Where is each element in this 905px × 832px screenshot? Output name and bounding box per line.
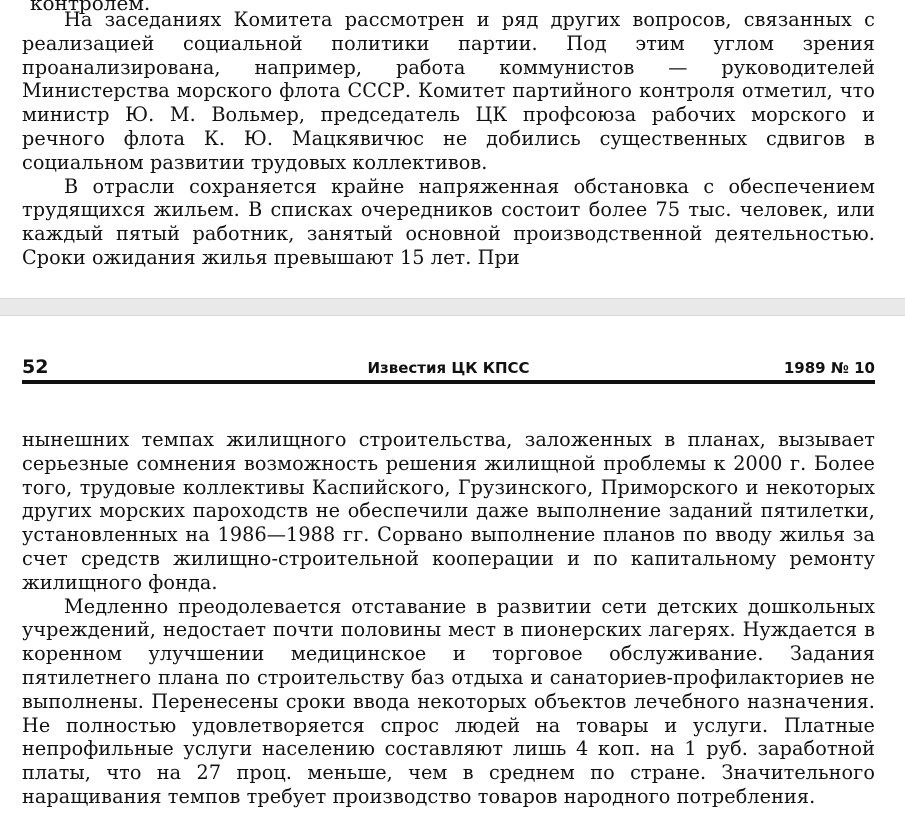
header-rule	[22, 380, 875, 384]
running-header	[22, 356, 875, 380]
page-number: 52	[22, 356, 49, 378]
cut-off-text-line	[0, 0, 905, 15]
bottom-page-text	[22, 428, 875, 809]
journal-title: Известия ЦК КПСС	[367, 359, 530, 377]
paragraph: В отрасли сохраняется крайне напряженная обстановка с обеспечением трудящихся жильем. В списках очередников состоит более 75 тыс. человек, или каждый пятый работник, занятый основной производственной деятельностью. Сроки ожидания жилья превышают 15 лет. При	[22, 174, 875, 269]
issue-number: 1989 № 10	[783, 359, 875, 377]
paragraph: Медленно преодолевается отставание в развитии сети детских дошкольных учреждений, недостает почти половины мест в пионерских лагерях. Нуждается в коренном улучшении медицинское и торговое обслуживание. Задания пятилетнего плана по строительству баз отдыха и санаториев-профилакториев не выполнены. Перенесены сроки ввода некоторых объектов лечебного назначения. Не полностью удовлетворяется спрос людей на товары и услуги. Платные непрофильные услуги населению составляют лишь 4 коп. на 1 руб. заработной платы, что на 27 проц. меньше, чем в среднем по стране. Значительного наращивания темпов требует производство товаров народного потребления.	[22, 594, 875, 808]
paragraph: нынешних темпах жилищного строительства, заложенных в планах, вызывает серьезные сомнения возможность решения жилищной проблемы к 2000 г. Более того, трудовые коллективы Каспийского, Грузинского, Приморского и некоторых других морских пароходств не обеспечили даже выполнение заданий пятилетки, установленных на 1986—1988 гг. Сорвано выполнение планов по вводу жилья за счет средств жилищно-строительной кооперации и по капитальному ремонту жилищного фонда.	[22, 428, 875, 594]
paragraph: На заседаниях Комитета рассмотрен и ряд других вопросов, связанных с реализацией социальной политики партии. Под этим углом зрения проанализирована, например, работа коммунистов — руководителей Министерства морского флота СССР. Комитет партийного контроля отметил, что министр Ю. М. Вольмер, председатель ЦК профсоюза рабочих морского и речного флота К. Ю. Мацкявичюс не добились существенных сдвигов в социальном развитии трудовых коллективов.	[22, 8, 875, 174]
cut-off-text: контролем.	[30, 0, 151, 15]
top-page-text	[22, 8, 875, 270]
page-separator	[0, 298, 905, 316]
